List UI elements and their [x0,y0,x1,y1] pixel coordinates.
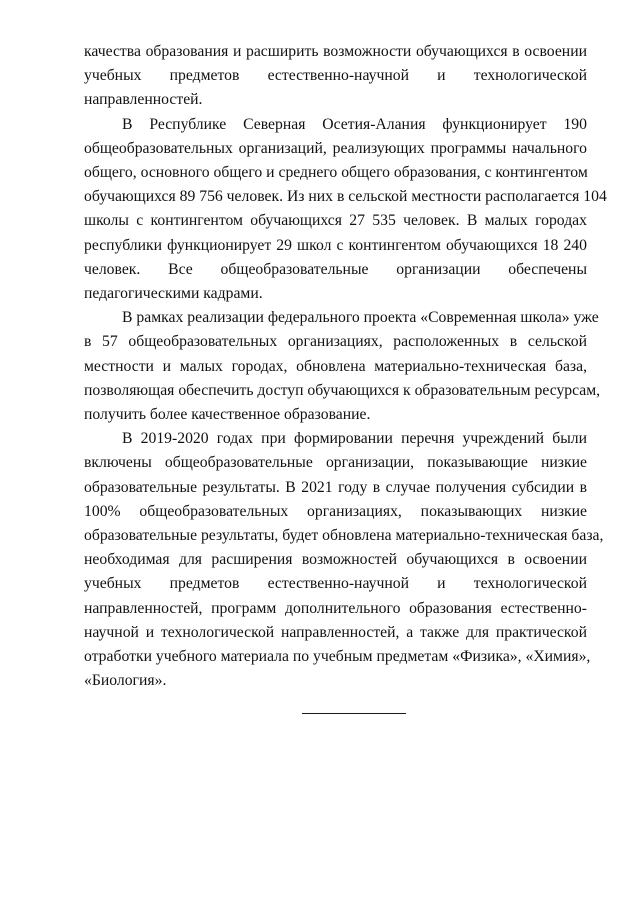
paragraph-2019-2021-plans [84,427,604,693]
text-line: В 2019-2020 годах при формировании перечня учреждений были [122,430,587,448]
text-line: отработки учебного материала по учебным предметам «Физика», «Химия», [84,648,591,666]
text-line: получить более качественное образование. [84,406,371,424]
text-line: направленностей. [84,91,203,109]
document-page [84,40,607,693]
paragraph-schools-overview [84,113,607,307]
text-line: позволяющая обеспечить доступ обучающихся к образовательным ресурсам, [84,381,601,399]
text-line: школы с контингентом обучающихся 27 535 человек. В малых городах [84,212,587,230]
text-line: В рамках реализации федерального проекта «Современная школа» уже [122,309,599,327]
text-line: учебных предметов естественно-научной и технологической [84,575,587,593]
text-line: местности и малых городах, обновлена материально-техническая база, [84,357,587,375]
text-line: общего, основного общего и среднего общего образования, с контингентом [84,164,588,182]
end-divider-line [302,713,406,714]
text-line: учебных предметов естественно-научной и технологической [84,67,587,85]
text-line: необходимая для расширения возможностей обучающихся в освоении [84,551,587,569]
text-line: научной и технологической направленностей, а также для практической [84,623,587,641]
text-line: В Республике Северная Осетия-Алания функционирует 190 [122,115,587,133]
text-line: включены общеобразовательные организации, показывающие низкие [84,454,587,472]
text-line: 100% общеобразовательных организациях, показывающих низкие [84,502,587,520]
text-line: республики функционирует 29 школ с контингентом обучающихся 18 240 [84,236,587,254]
text-line: образовательные результаты. В 2021 году в случае получения субсидии в [84,478,587,496]
text-line: в 57 общеобразовательных организациях, расположенных в сельской [84,333,587,351]
text-line: качества образования и расширить возможности обучающихся в освоении [84,43,587,60]
text-line: «Биология». [84,672,167,690]
text-line: обучающихся 89 756 человек. Из них в сельской местности располагается 104 [84,188,607,206]
text-line: образовательные результаты, будет обновлена материально-техническая база, [84,527,604,545]
text-line: человек. Все общеобразовательные организации обеспечены [84,260,587,278]
text-line: общеобразовательных организаций, реализующих программы начального [84,139,587,157]
text-line: направленностей, программ дополнительного образования естественно- [84,599,587,617]
text-line: педагогическими кадрами. [84,285,263,303]
paragraph-continuation [84,40,587,113]
paragraph-federal-project [84,306,601,427]
